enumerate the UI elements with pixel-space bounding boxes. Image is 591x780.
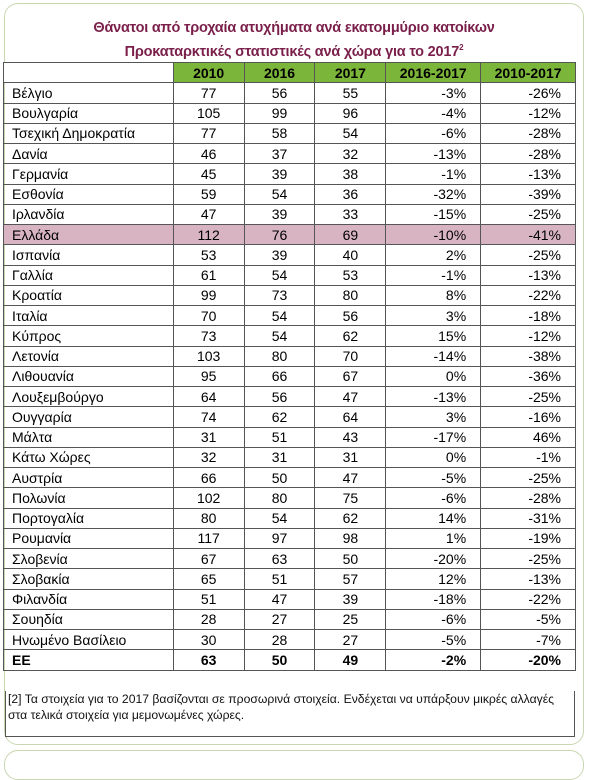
value-cell: -7% [481, 630, 576, 650]
value-cell: 56 [244, 387, 315, 407]
country-cell: Βουλγαρία [4, 103, 174, 123]
value-cell: -15% [386, 204, 481, 224]
fatalities-table [3, 62, 576, 671]
value-cell: 25 [315, 609, 386, 629]
value-cell: 77 [173, 83, 244, 103]
value-cell: 76 [244, 225, 315, 245]
value-cell: 62 [315, 326, 386, 346]
value-cell: 70 [173, 306, 244, 326]
value-cell: 80 [244, 346, 315, 366]
value-cell: -22% [481, 589, 576, 609]
table-row [4, 164, 576, 184]
value-cell: 66 [173, 468, 244, 488]
country-cell: Δανία [4, 144, 174, 164]
table-row [4, 123, 576, 143]
value-cell: 54 [315, 123, 386, 143]
value-cell: 54 [244, 306, 315, 326]
value-cell: -10% [386, 225, 481, 245]
header-country [4, 63, 174, 83]
value-cell: 64 [315, 407, 386, 427]
value-cell: 77 [173, 123, 244, 143]
value-cell: -25% [481, 204, 576, 224]
value-cell: 98 [315, 528, 386, 548]
value-cell: -4% [386, 103, 481, 123]
value-cell: -36% [481, 366, 576, 386]
value-cell: 3% [386, 306, 481, 326]
value-cell: 31 [244, 447, 315, 467]
value-cell: -19% [481, 528, 576, 548]
country-cell: Λουξεμβούργο [4, 387, 174, 407]
header-2010-2017: 2010-2017 [481, 63, 576, 83]
value-cell: 97 [244, 528, 315, 548]
value-cell: 73 [173, 326, 244, 346]
value-cell: 62 [315, 508, 386, 528]
value-cell: -6% [386, 123, 481, 143]
value-cell: 46 [173, 144, 244, 164]
value-cell: 40 [315, 245, 386, 265]
value-cell: 64 [173, 387, 244, 407]
value-cell: 54 [244, 508, 315, 528]
table-row [4, 184, 576, 204]
country-cell: Σουηδία [4, 609, 174, 629]
country-cell: Κροατία [4, 285, 174, 305]
country-cell: Κάτω Χώρες [4, 447, 174, 467]
value-cell: -28% [481, 144, 576, 164]
country-cell: Μάλτα [4, 427, 174, 447]
value-cell: 49 [315, 650, 386, 670]
value-cell: 43 [315, 427, 386, 447]
header-2017: 2017 [315, 63, 386, 83]
value-cell: 73 [244, 285, 315, 305]
value-cell: 62 [244, 407, 315, 427]
header-row [4, 63, 576, 83]
value-cell: -25% [481, 468, 576, 488]
value-cell: -25% [481, 549, 576, 569]
value-cell: 103 [173, 346, 244, 366]
value-cell: -25% [481, 245, 576, 265]
table-row [4, 285, 576, 305]
value-cell: 3% [386, 407, 481, 427]
value-cell: 117 [173, 528, 244, 548]
value-cell: 80 [315, 285, 386, 305]
next-box-frame [4, 750, 584, 780]
value-cell: -28% [481, 123, 576, 143]
table-row [4, 528, 576, 548]
value-cell: 1% [386, 528, 481, 548]
country-cell: Λιθουανία [4, 366, 174, 386]
value-cell: 0% [386, 447, 481, 467]
value-cell: 59 [173, 184, 244, 204]
value-cell: 38 [315, 164, 386, 184]
value-cell: 39 [315, 589, 386, 609]
value-cell: 47 [315, 387, 386, 407]
table-row [4, 144, 576, 164]
country-cell: Λετονία [4, 346, 174, 366]
table-row [4, 630, 576, 650]
table-title [5, 4, 583, 60]
table-row [4, 387, 576, 407]
value-cell: 53 [173, 245, 244, 265]
value-cell: 80 [173, 508, 244, 528]
value-cell: 63 [244, 549, 315, 569]
value-cell: -18% [386, 589, 481, 609]
value-cell: 66 [244, 366, 315, 386]
table-row [4, 569, 576, 589]
value-cell: 105 [173, 103, 244, 123]
country-cell: Φιλανδία [4, 589, 174, 609]
value-cell: 56 [315, 306, 386, 326]
value-cell: -6% [386, 609, 481, 629]
country-cell: Ηνωμένο Βασίλειο [4, 630, 174, 650]
value-cell: 0% [386, 366, 481, 386]
table-row [4, 549, 576, 569]
value-cell: 63 [173, 650, 244, 670]
country-cell: Ιρλανδία [4, 204, 174, 224]
table-row [4, 366, 576, 386]
country-cell: Ρουμανία [4, 528, 174, 548]
value-cell: -32% [386, 184, 481, 204]
table-body [4, 83, 576, 670]
value-cell: 31 [315, 447, 386, 467]
country-cell: Βέλγιο [4, 83, 174, 103]
value-cell: 2% [386, 245, 481, 265]
footnote: [2] Τα στοιχεία για το 2017 βασίζονται σε προσωρινά στοιχεία. Ενδέχεται να υπάρξουν μικρές αλλαγές στα τελικά στοιχεία για μεμονωμένες χώρες. [5, 691, 575, 737]
value-cell: -13% [481, 569, 576, 589]
table-row [4, 589, 576, 609]
value-cell: 67 [173, 549, 244, 569]
value-cell: 47 [244, 589, 315, 609]
country-cell: Σλοβενία [4, 549, 174, 569]
value-cell: -5% [386, 630, 481, 650]
value-cell: -39% [481, 184, 576, 204]
value-cell: 47 [315, 468, 386, 488]
value-cell: 95 [173, 366, 244, 386]
country-cell: Πολωνία [4, 488, 174, 508]
table-row [4, 346, 576, 366]
value-cell: -3% [386, 83, 481, 103]
value-cell: -38% [481, 346, 576, 366]
table-row [4, 447, 576, 467]
value-cell: -13% [386, 144, 481, 164]
country-cell: Ιταλία [4, 306, 174, 326]
value-cell: -12% [481, 103, 576, 123]
value-cell: 99 [173, 285, 244, 305]
table-row [4, 306, 576, 326]
country-cell: ΕΕ [4, 650, 174, 670]
table-row [4, 468, 576, 488]
value-cell: 50 [315, 549, 386, 569]
value-cell: 80 [244, 488, 315, 508]
header-2016: 2016 [244, 63, 315, 83]
country-cell: Γαλλία [4, 265, 174, 285]
title-line-1: Θάνατοι από τροχαία ατυχήματα ανά εκατομμύριο κατοίκων [93, 20, 495, 36]
value-cell: -2% [386, 650, 481, 670]
value-cell: 39 [244, 204, 315, 224]
country-cell: Ελλάδα [4, 225, 174, 245]
value-cell: 112 [173, 225, 244, 245]
country-cell: Τσεχική Δημοκρατία [4, 123, 174, 143]
value-cell: 46% [481, 427, 576, 447]
country-cell: Ουγγαρία [4, 407, 174, 427]
country-cell: Σλοβακία [4, 569, 174, 589]
value-cell: -14% [386, 346, 481, 366]
table-row [4, 83, 576, 103]
value-cell: 54 [244, 326, 315, 346]
value-cell: 75 [315, 488, 386, 508]
value-cell: 50 [244, 468, 315, 488]
value-cell: 28 [173, 609, 244, 629]
table-row [4, 508, 576, 528]
value-cell: 14% [386, 508, 481, 528]
table-row [4, 103, 576, 123]
value-cell: 96 [315, 103, 386, 123]
value-cell: -5% [386, 468, 481, 488]
value-cell: -1% [386, 164, 481, 184]
value-cell: 32 [315, 144, 386, 164]
value-cell: -20% [386, 549, 481, 569]
country-cell: Εσθονία [4, 184, 174, 204]
value-cell: 50 [244, 650, 315, 670]
value-cell: 51 [244, 569, 315, 589]
value-cell: 12% [386, 569, 481, 589]
table-row [4, 204, 576, 224]
value-cell: -13% [481, 265, 576, 285]
value-cell: 37 [244, 144, 315, 164]
value-cell: 54 [244, 184, 315, 204]
value-cell: -26% [481, 83, 576, 103]
value-cell: 33 [315, 204, 386, 224]
value-cell: 32 [173, 447, 244, 467]
value-cell: 74 [173, 407, 244, 427]
total-row [4, 650, 576, 670]
value-cell: -28% [481, 488, 576, 508]
value-cell: -25% [481, 387, 576, 407]
value-cell: 51 [173, 589, 244, 609]
value-cell: -17% [386, 427, 481, 447]
country-cell: Αυστρία [4, 468, 174, 488]
value-cell: 102 [173, 488, 244, 508]
value-cell: 70 [315, 346, 386, 366]
value-cell: -13% [386, 387, 481, 407]
country-cell: Ισπανία [4, 245, 174, 265]
value-cell: 8% [386, 285, 481, 305]
value-cell: -5% [481, 609, 576, 629]
value-cell: 99 [244, 103, 315, 123]
country-cell: Κύπρος [4, 326, 174, 346]
country-cell: Γερμανία [4, 164, 174, 184]
value-cell: -12% [481, 326, 576, 346]
value-cell: 58 [244, 123, 315, 143]
footnote-marker: 2 [459, 43, 464, 52]
value-cell: 57 [315, 569, 386, 589]
value-cell: -1% [386, 265, 481, 285]
title-line-2: Προκαταρκτικές στατιστικές ανά χώρα για το 2017$^2$ [124, 43, 464, 60]
table-row [4, 427, 576, 447]
value-cell: 54 [244, 265, 315, 285]
value-cell: 39 [244, 245, 315, 265]
table-row [4, 245, 576, 265]
table-row [4, 609, 576, 629]
value-cell: -6% [386, 488, 481, 508]
value-cell: 51 [244, 427, 315, 447]
value-cell: 47 [173, 204, 244, 224]
table-row [4, 326, 576, 346]
value-cell: -22% [481, 285, 576, 305]
table-row [4, 407, 576, 427]
header-2010: 2010 [173, 63, 244, 83]
value-cell: 31 [173, 427, 244, 447]
value-cell: -1% [481, 447, 576, 467]
value-cell: -13% [481, 164, 576, 184]
country-cell: Πορτογαλία [4, 508, 174, 528]
value-cell: 28 [244, 630, 315, 650]
value-cell: -18% [481, 306, 576, 326]
table-row [4, 265, 576, 285]
value-cell: 55 [315, 83, 386, 103]
value-cell: 53 [315, 265, 386, 285]
table-row [4, 488, 576, 508]
value-cell: 65 [173, 569, 244, 589]
value-cell: 67 [315, 366, 386, 386]
value-cell: 45 [173, 164, 244, 184]
value-cell: 30 [173, 630, 244, 650]
table-row [4, 225, 576, 245]
value-cell: -16% [481, 407, 576, 427]
value-cell: 27 [315, 630, 386, 650]
value-cell: -20% [481, 650, 576, 670]
value-cell: 69 [315, 225, 386, 245]
value-cell: 27 [244, 609, 315, 629]
value-cell: 56 [244, 83, 315, 103]
value-cell: 61 [173, 265, 244, 285]
value-cell: 36 [315, 184, 386, 204]
value-cell: 39 [244, 164, 315, 184]
value-cell: -41% [481, 225, 576, 245]
value-cell: -31% [481, 508, 576, 528]
value-cell: 15% [386, 326, 481, 346]
header-2016-2017: 2016-2017 [386, 63, 481, 83]
